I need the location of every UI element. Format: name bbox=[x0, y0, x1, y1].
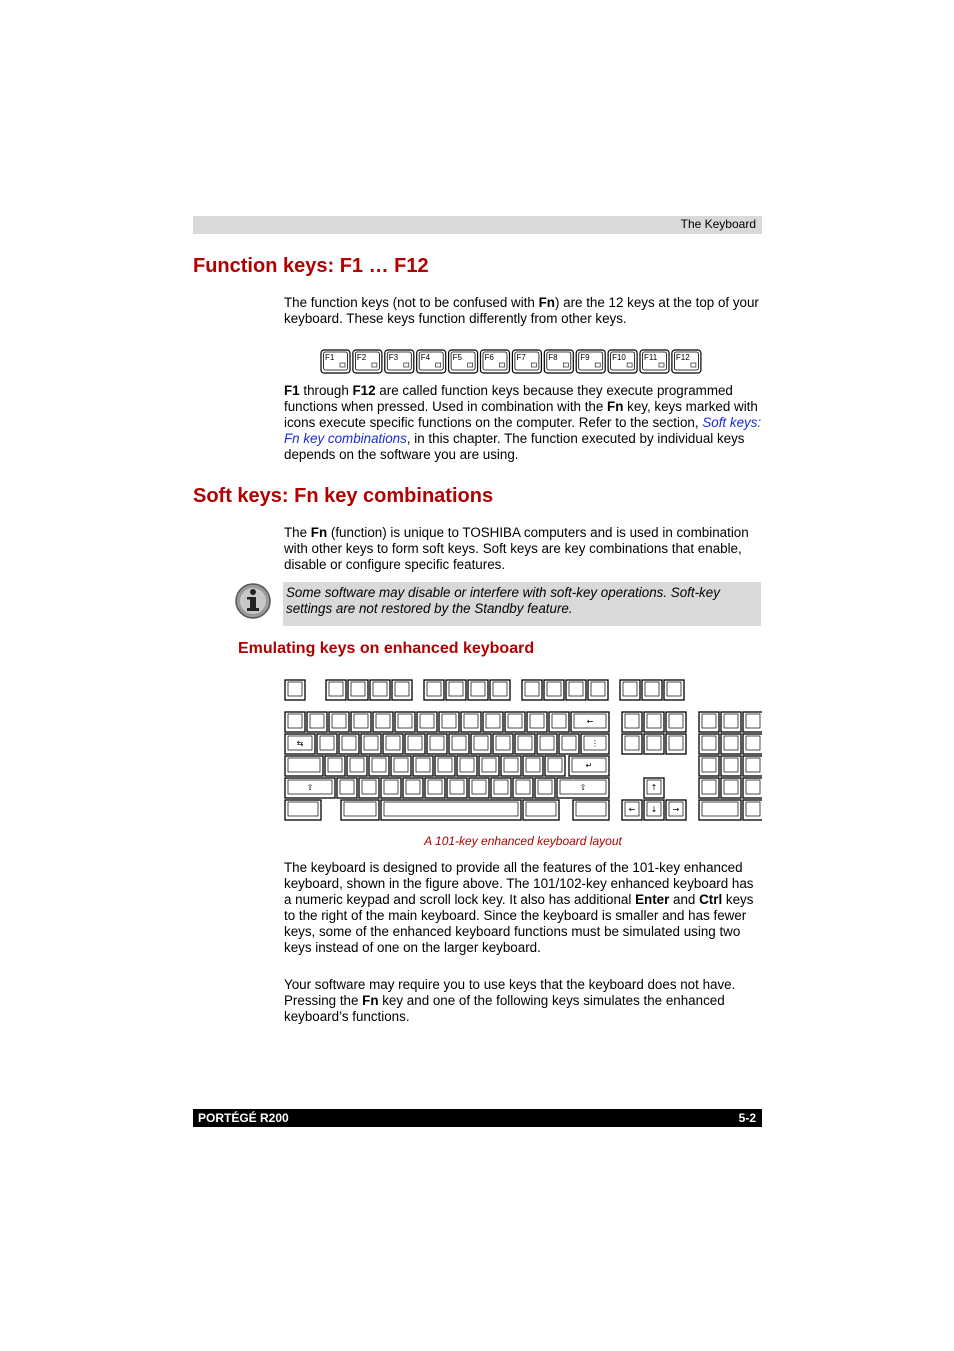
function-keys-intro: The function keys (not to be confused with Fn) are the 12 keys at the top of your keyboard. These keys function differently from other keys. bbox=[284, 295, 759, 326]
svg-text:↑: ↑ bbox=[650, 783, 658, 792]
key-function bbox=[642, 680, 662, 700]
running-footer bbox=[193, 1109, 762, 1127]
key-numpad bbox=[743, 734, 762, 754]
key-function bbox=[522, 680, 542, 700]
svg-text:F3: F3 bbox=[388, 353, 399, 362]
key-letter bbox=[537, 734, 557, 754]
key-letter bbox=[339, 734, 359, 754]
svg-text:F7: F7 bbox=[516, 353, 526, 362]
key-letter bbox=[391, 756, 411, 776]
svg-text:⇆: ⇆ bbox=[296, 739, 304, 748]
section-title-soft-keys: Soft keys: Fn key combinations bbox=[193, 485, 494, 507]
key-letter bbox=[449, 734, 469, 754]
key-number-row bbox=[549, 712, 569, 732]
emulating-keys-paragraph-2: Your software may require you to use keys that the keyboard does not have. Pressing the Fn key and one of the following keys simulates the enhanced keyboard’s functions. bbox=[284, 977, 736, 1024]
figure-caption: A 101-key enhanced keyboard layout bbox=[424, 834, 622, 848]
fkey-f11 bbox=[640, 350, 669, 373]
running-header bbox=[193, 216, 762, 234]
key-navigation bbox=[622, 734, 642, 754]
svg-text:F4: F4 bbox=[420, 353, 431, 362]
key-number-row bbox=[461, 712, 481, 732]
header-section-title: The Keyboard bbox=[680, 217, 756, 231]
key-left-alt bbox=[341, 800, 379, 820]
key-space bbox=[381, 800, 521, 820]
key-letter bbox=[501, 756, 521, 776]
key-number-row bbox=[285, 712, 305, 732]
fkey-f3 bbox=[385, 350, 414, 373]
key-numpad bbox=[721, 778, 741, 798]
key-letter bbox=[457, 756, 477, 776]
key-number-row bbox=[527, 712, 547, 732]
key-function bbox=[490, 680, 510, 700]
key-letter bbox=[427, 734, 447, 754]
key-right-ctrl bbox=[573, 800, 609, 820]
function-keys-illustration bbox=[320, 349, 704, 375]
key-letter bbox=[535, 778, 555, 798]
svg-text:↵: ↵ bbox=[585, 761, 593, 770]
svg-text:F9: F9 bbox=[580, 353, 590, 362]
svg-text:F2: F2 bbox=[356, 353, 367, 362]
key-numpad bbox=[721, 756, 741, 776]
fkey-f5 bbox=[449, 350, 478, 373]
info-icon bbox=[233, 581, 273, 621]
key-letter bbox=[515, 734, 535, 754]
svg-text:←: ← bbox=[628, 805, 636, 814]
key-letter bbox=[359, 778, 379, 798]
svg-text:F10: F10 bbox=[612, 353, 626, 362]
key-numpad-0 bbox=[699, 800, 741, 820]
key-letter bbox=[325, 756, 345, 776]
key-letter bbox=[545, 756, 565, 776]
svg-text:→: → bbox=[672, 805, 680, 814]
key-arrow-up bbox=[644, 778, 664, 798]
fkey-f8 bbox=[544, 350, 573, 373]
key-number-row bbox=[351, 712, 371, 732]
key-letter bbox=[471, 734, 491, 754]
fkey-f9 bbox=[576, 350, 605, 373]
key-esc bbox=[285, 680, 305, 700]
fkey-f4 bbox=[417, 350, 446, 373]
key-letter bbox=[513, 778, 533, 798]
key-backslash bbox=[581, 734, 609, 754]
key-function bbox=[664, 680, 684, 700]
key-left-ctrl bbox=[285, 800, 321, 820]
footer-page-number: 5-2 bbox=[738, 1111, 756, 1125]
key-function bbox=[326, 680, 346, 700]
key-function bbox=[446, 680, 466, 700]
key-left-shift bbox=[285, 778, 335, 798]
key-letter bbox=[413, 756, 433, 776]
section-title-function-keys: Function keys: F1 … F12 bbox=[193, 255, 429, 277]
key-numpad-decimal bbox=[743, 800, 762, 820]
key-function bbox=[370, 680, 390, 700]
svg-text:⇧: ⇧ bbox=[306, 783, 314, 792]
key-function bbox=[468, 680, 488, 700]
svg-text:F6: F6 bbox=[484, 353, 494, 362]
fkey-f12 bbox=[672, 350, 701, 373]
key-letter bbox=[447, 778, 467, 798]
key-function bbox=[566, 680, 586, 700]
key-letter bbox=[491, 778, 511, 798]
soft-keys-intro: The Fn (function) is unique to TOSHIBA computers and is used in combination with other keys to form soft keys. Soft keys are key combinations that enable, disable or configure specific features. bbox=[284, 525, 749, 572]
key-number-row bbox=[483, 712, 503, 732]
note-box bbox=[283, 582, 761, 626]
subsection-title-emulating-keys: Emulating keys on enhanced keyboard bbox=[238, 640, 535, 657]
key-letter bbox=[523, 756, 543, 776]
svg-text:F12: F12 bbox=[675, 353, 690, 362]
fkey-f7 bbox=[512, 350, 541, 373]
key-number-row bbox=[329, 712, 349, 732]
key-letter bbox=[435, 756, 455, 776]
key-enter bbox=[569, 756, 609, 776]
key-letter bbox=[381, 778, 401, 798]
key-number-row bbox=[417, 712, 437, 732]
key-navigation bbox=[666, 734, 686, 754]
key-letter bbox=[559, 734, 579, 754]
fkey-f10 bbox=[608, 350, 637, 373]
key-numpad bbox=[743, 756, 762, 776]
svg-text:F8: F8 bbox=[548, 353, 558, 362]
key-navigation bbox=[666, 712, 686, 732]
key-navigation bbox=[644, 734, 664, 754]
emulating-keys-paragraph-1: The keyboard is designed to provide all the features of the 101-key enhanced keyboard, shown in the figure above. The 101/102-key enhanced keyboard has a numeric keypad and scroll lock key. It also has additional Enter and Ctrl keys to the right of the main keyboard. Since the keyboard is smaller and has fewer keys, some of the enhanced keyboard functions must be simulated using two keys instead of one on the larger keyboard. bbox=[284, 860, 754, 955]
note-text: Some software may disable or interfere with soft-key operations. Soft-key settings are not restored by the Standby feature. bbox=[286, 585, 720, 616]
footer-product-name: PORTÉGÉ R200 bbox=[198, 1111, 289, 1125]
key-tab bbox=[285, 734, 315, 754]
key-arrow-right bbox=[666, 800, 686, 820]
key-arrow-left bbox=[622, 800, 642, 820]
key-numpad bbox=[699, 712, 719, 732]
key-letter bbox=[469, 778, 489, 798]
key-letter bbox=[337, 778, 357, 798]
key-function bbox=[544, 680, 564, 700]
key-function bbox=[348, 680, 368, 700]
svg-text:⋮: ⋮ bbox=[591, 739, 599, 748]
svg-text:F11: F11 bbox=[644, 353, 658, 362]
key-letter bbox=[479, 756, 499, 776]
svg-text:⇧: ⇧ bbox=[579, 783, 587, 792]
key-numpad bbox=[721, 712, 741, 732]
key-number-row bbox=[373, 712, 393, 732]
key-letter bbox=[369, 756, 389, 776]
key-letter bbox=[493, 734, 513, 754]
svg-text:F1: F1 bbox=[325, 353, 335, 362]
svg-text:←: ← bbox=[586, 717, 594, 726]
fkey-f6 bbox=[481, 350, 510, 373]
key-numpad bbox=[699, 734, 719, 754]
key-number-row bbox=[395, 712, 415, 732]
key-numpad bbox=[699, 778, 719, 798]
key-arrow-down bbox=[644, 800, 664, 820]
key-caps-lock bbox=[285, 756, 323, 776]
key-number-row bbox=[307, 712, 327, 732]
key-number-row bbox=[505, 712, 525, 732]
key-backspace bbox=[571, 712, 609, 732]
key-letter bbox=[405, 734, 425, 754]
key-function bbox=[424, 680, 444, 700]
key-function bbox=[392, 680, 412, 700]
key-navigation bbox=[622, 712, 642, 732]
key-number-row bbox=[439, 712, 459, 732]
key-letter bbox=[361, 734, 381, 754]
key-right-shift bbox=[557, 778, 609, 798]
svg-text:↓: ↓ bbox=[650, 805, 658, 814]
key-letter bbox=[403, 778, 423, 798]
key-right-alt bbox=[523, 800, 559, 820]
key-numpad bbox=[721, 734, 741, 754]
key-function bbox=[588, 680, 608, 700]
key-function bbox=[620, 680, 640, 700]
key-letter bbox=[347, 756, 367, 776]
function-keys-body: F1 through F12 are called function keys because they execute programmed functions when pressed. Used in combination with the Fn key, keys marked with icons execute specific functions on the computer. Refer to the section, Soft keys: Fn key combinations, in this chapter. The function executed by individual keys depends on the software you are using. bbox=[284, 383, 762, 462]
key-navigation bbox=[644, 712, 664, 732]
key-letter bbox=[425, 778, 445, 798]
key-numpad bbox=[699, 756, 719, 776]
key-letter bbox=[383, 734, 403, 754]
soft-keys-link[interactable]: Soft keys: Fn key combinations bbox=[284, 415, 762, 446]
keyboard-layout-illustration bbox=[284, 678, 762, 824]
fkey-f1 bbox=[321, 350, 350, 373]
key-letter bbox=[317, 734, 337, 754]
key-numpad bbox=[743, 778, 762, 798]
fkey-f2 bbox=[353, 350, 382, 373]
key-numpad bbox=[743, 712, 762, 732]
svg-text:F5: F5 bbox=[452, 353, 462, 362]
